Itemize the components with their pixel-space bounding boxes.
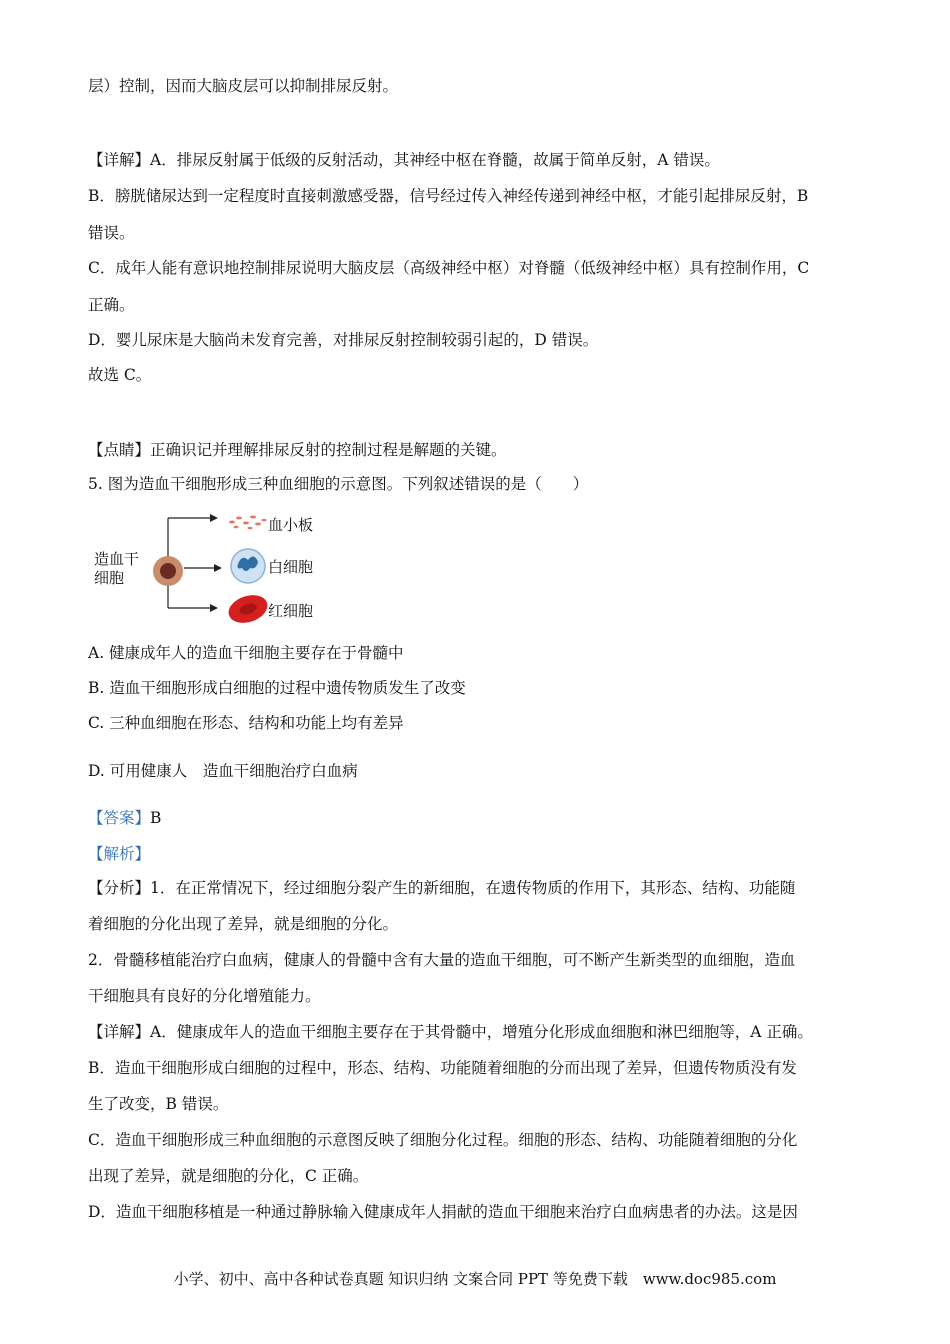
text-line: D．造血干细胞移植是一种通过静脉输入健康成年人捐献的造血干细胞来治疗白血病患者的办法。这是因 [88,1203,798,1221]
text-line: 错误。 [88,224,135,242]
stem-cell-label-2: 细胞 [94,569,125,587]
text-line: 2．骨髓移植能治疗白血病，健康人的骨髓中含有大量的造血干细胞，可不断产生新类型的血细胞，造血 [88,951,796,969]
red-cell-icon [225,590,271,627]
answer-line [88,808,161,828]
stem-cell-icon [153,556,183,586]
page-footer: 小学、初中、高中各种试卷真题 知识归纳 文案合同 PPT 等免费下载 www.doc985.com [173,1270,777,1288]
platelet-icon [229,516,267,530]
text-line: B．造血干细胞形成白细胞的过程中，形态、结构、功能随着细胞的分而出现了差异，但遗传物质没有发 [88,1059,797,1077]
text-line: 【分析】1．在正常情况下，经过细胞分裂产生的新细胞，在遗传物质的作用下，其形态、结构、功能随 [88,879,796,897]
answer-label: 【答案】 [88,809,151,827]
platelet-label: 血小板 [268,516,314,534]
text-line: C．造血干细胞形成三种血细胞的示意图反映了细胞分化过程。细胞的形态、结构、功能随着细胞的分化 [88,1131,798,1149]
red-cell-label: 红细胞 [268,602,314,620]
text-line: D．婴儿尿床是大脑尚未发育完善，对排尿反射控制较弱引起的，D 错误。 [88,331,599,349]
option-c: C. 三种血细胞在形态、结构和功能上均有差异 [88,714,404,732]
text-line: 干细胞具有良好的分化增殖能力。 [88,987,321,1005]
text-line: 生了改变，B 错误。 [88,1095,229,1113]
analysis-label: 【解析】 [88,845,151,863]
blood-cell-diagram [88,508,348,632]
text-line: 故选 C。 [88,366,152,384]
text-line: 正确。 [88,296,135,314]
text-line: 着细胞的分化出现了差异，就是细胞的分化。 [88,915,399,933]
text-line: 【详解】A．排尿反射属于低级的反射活动，其神经中枢在脊髓，故属于简单反射，A 错误。 [88,151,720,169]
answer-value: B [150,809,162,827]
text-line: C．成年人能有意识地控制排尿说明大脑皮层（高级神经中枢）对脊髓（低级神经中枢）具有控制作用，C [88,259,810,277]
text-line: 【点睛】正确识记并理解排尿反射的控制过程是解题的关键。 [88,441,507,459]
question-stem: 5. 图为造血干细胞形成三种血细胞的示意图。下列叙述错误的是（ ） [88,475,589,493]
text-line: 层）控制，因而大脑皮层可以抑制排尿反射。 [88,77,399,95]
option-a: A. 健康成年人的造血干细胞主要存在于骨髓中 [88,644,404,662]
option-b: B. 造血干细胞形成白细胞的过程中遗传物质发生了改变 [88,679,466,697]
text-line: 【详解】A．健康成年人的造血干细胞主要存在于其骨髓中，增殖分化形成血细胞和淋巴细胞等，A 正确。 [88,1023,813,1041]
white-cell-icon [231,549,265,583]
text-line: B．膀胱储尿达到一定程度时直接刺激感受器，信号经过传入神经传递到神经中枢，才能引起排尿反射，B [88,187,809,205]
white-cell-label: 白细胞 [268,558,314,576]
stem-cell-label-1: 造血干 [94,550,140,568]
option-d: D. 可用健康人 造血干细胞治疗白血病 [88,762,358,780]
text-line: 出现了差异，就是细胞的分化，C 正确。 [88,1167,369,1185]
